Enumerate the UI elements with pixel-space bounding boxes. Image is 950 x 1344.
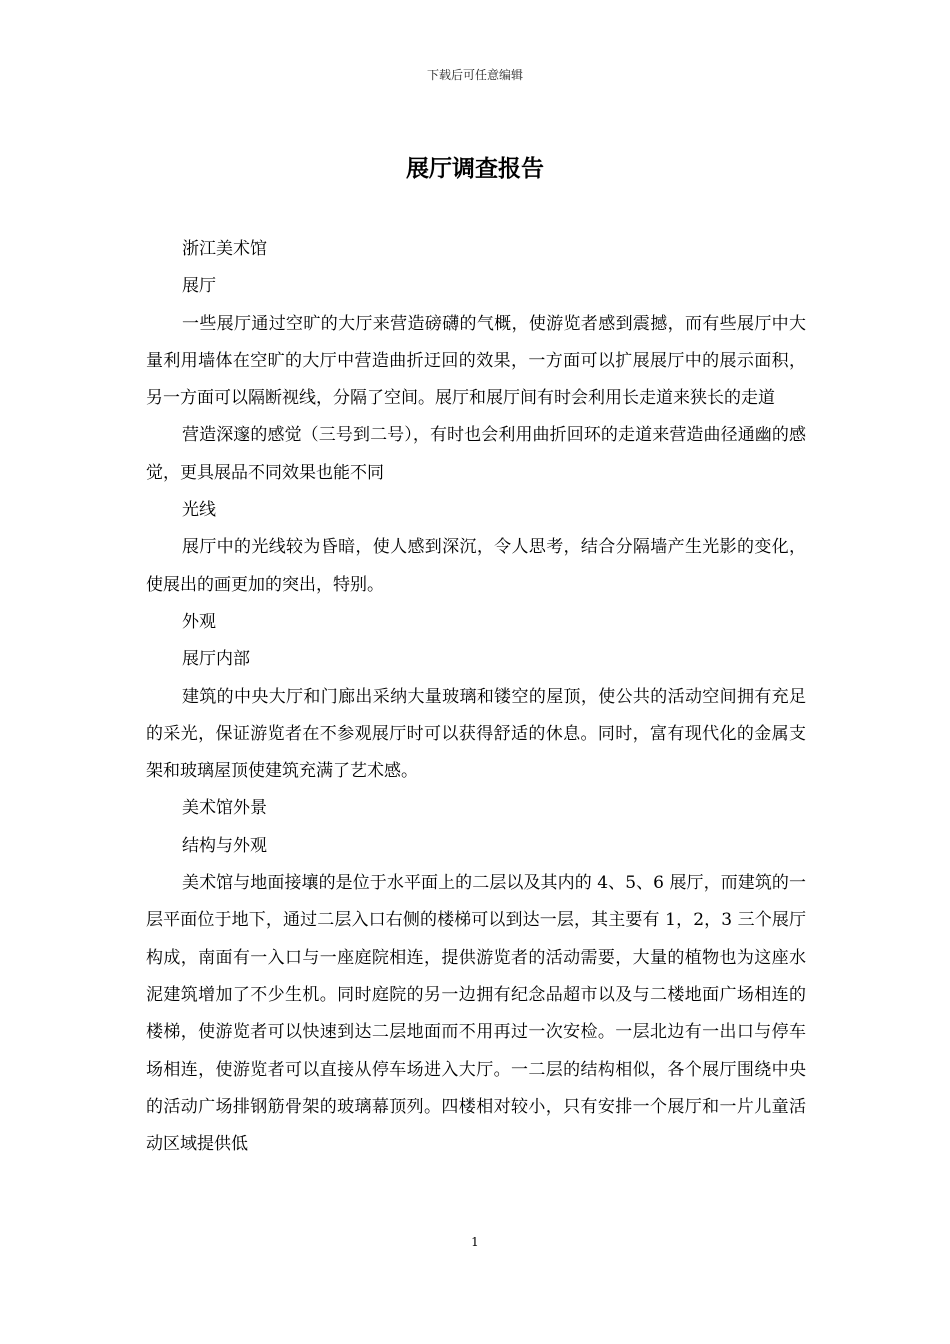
document-title: 展厅调查报告 — [406, 156, 544, 182]
paragraph: 美术馆与地面接壤的是位于水平面上的二层以及其内的 4、5、6 展厅，而建筑的一层平面位于地下，通过二层入口右侧的楼梯可以到达一层，其主要有 1，2，3 三个展厅构成，南面有一入口与一座庭院相连，提供游览者的活动需要，大量的植物也为这座水泥建筑增加了不少生机。同时庭院的另一边拥有纪念品超市以及与二楼地面广场相连的楼梯，使游览者可以快速到达二层地面而不用再过一次安检。一层北边有一出口与停车场相连，使游览者可以直接从停车场进入大厅。一二层的结构相似，各个展厅围绕中央的活动广场排钢筋骨架的玻璃幕顶列。四楼相对较小，只有安排一个展厅和一片儿童活动区域提供低 — [146, 873, 806, 1155]
paragraph: 建筑的中央大厅和门廊出采纳大量玻璃和镂空的屋顶，使公共的活动空间拥有充足的采光，保证游览者在不参观展厅时可以获得舒适的休息。同时，富有现代化的金属支架和玻璃屋顶使建筑充满了艺术感。 — [146, 686, 806, 782]
paragraph: 展厅内部 — [182, 649, 250, 670]
document-body — [146, 231, 806, 1163]
paragraph: 美术馆外景 — [182, 798, 267, 819]
page-header-note: 下载后可任意编辑 — [426, 68, 523, 82]
paragraph: 结构与外观 — [182, 835, 267, 856]
page-number: 1 — [471, 1235, 479, 1249]
paragraph: 营造深邃的感觉（三号到二号），有时也会利用曲折回环的走道来营造曲径通幽的感觉，更具展品不同效果也能不同 — [146, 425, 806, 483]
paragraph: 展厅 — [182, 276, 216, 297]
paragraph: 浙江美术馆 — [182, 239, 267, 259]
paragraph: 外观 — [182, 611, 216, 632]
paragraph: 光线 — [182, 500, 216, 521]
paragraph: 一些展厅通过空旷的大厅来营造磅礴的气概，使游览者感到震撼，而有些展厅中大量利用墙体在空旷的大厅中营造曲折迂回的效果，一方面可以扩展展厅中的展示面积，另一方面可以隔断视线，分隔了空间。展厅和展厅间有时会利用长走道来狭长的走道 — [146, 313, 806, 409]
paragraph: 展厅中的光线较为昏暗，使人感到深沉，令人思考，结合分隔墙产生光影的变化，使展出的画更加的突出，特别。 — [146, 537, 806, 595]
